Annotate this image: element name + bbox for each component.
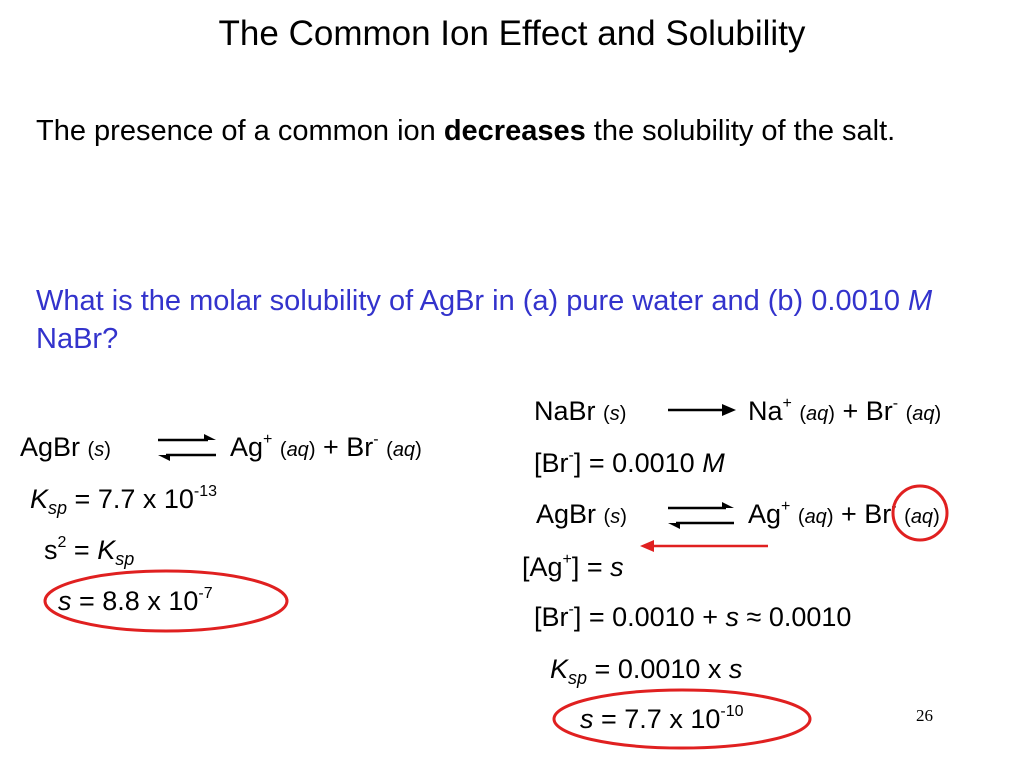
slide-title: The Common Ion Effect and Solubility [218,14,806,53]
left-s-squared-line: $s^2 = K_{sp}$ [44,534,135,569]
reactant-phase: (s) [87,439,111,461]
question-text [36,282,996,358]
statement-emphasis: decreases [443,115,586,147]
right-equilibrium-arrow [668,502,734,529]
right-result-line: s = 7.7 x $10^{-10}$ [580,703,744,734]
product2-charge: - [373,431,379,448]
right-agbr-reactant: AgBr (s) [536,499,627,529]
question-part1: What is the molar solubility of AgBr in (a) pure water and (b) 0.0010 [36,285,909,317]
statement-after: the solubility of the salt. [585,115,896,147]
reactant-formula: AgBr [20,432,81,462]
right-br-concentration: [Br-] = 0.0010 M [534,447,725,478]
product1-formula: Ag [230,432,264,462]
question-italic: M [908,285,933,317]
right-br-total: [Br-] = 0.0010 + s ≈ 0.0010 [534,601,852,632]
left-reaction-reactant [20,430,111,467]
left-reaction-products [230,430,422,467]
page-number: 26 [916,706,933,725]
nabr-forward-arrow [668,404,736,416]
right-ksp-equation: $K_{sp} = 0.0010$ x s [550,654,743,688]
product1-phase: (aq) [279,439,316,461]
shift-arrow [640,540,768,552]
statement-before: The presence of a common ion [36,115,444,147]
right-nabr-reactant: NaBr (s) [534,396,627,426]
left-result-line: s = 8.8 x $10^{-7}$ [58,585,213,616]
statement-text [36,112,996,150]
right-agbr-products: Ag+ (aq) + Br- (aq) [748,498,940,529]
question-part2: NaBr? [36,323,119,355]
right-ag-concentration: [Ag+] = s [522,551,624,582]
product2-phase: (aq) [386,439,422,461]
product1-charge: + [263,431,273,448]
product2-formula: Br [346,432,374,462]
left-equilibrium-arrow [158,434,216,461]
plus-sign: + [323,432,339,462]
right-nabr-products: Na+ (aq) + Br- (aq) [748,395,942,426]
left-ksp-line: $K_{sp} = 7.7$ x $10^{-13}$ [30,483,218,518]
